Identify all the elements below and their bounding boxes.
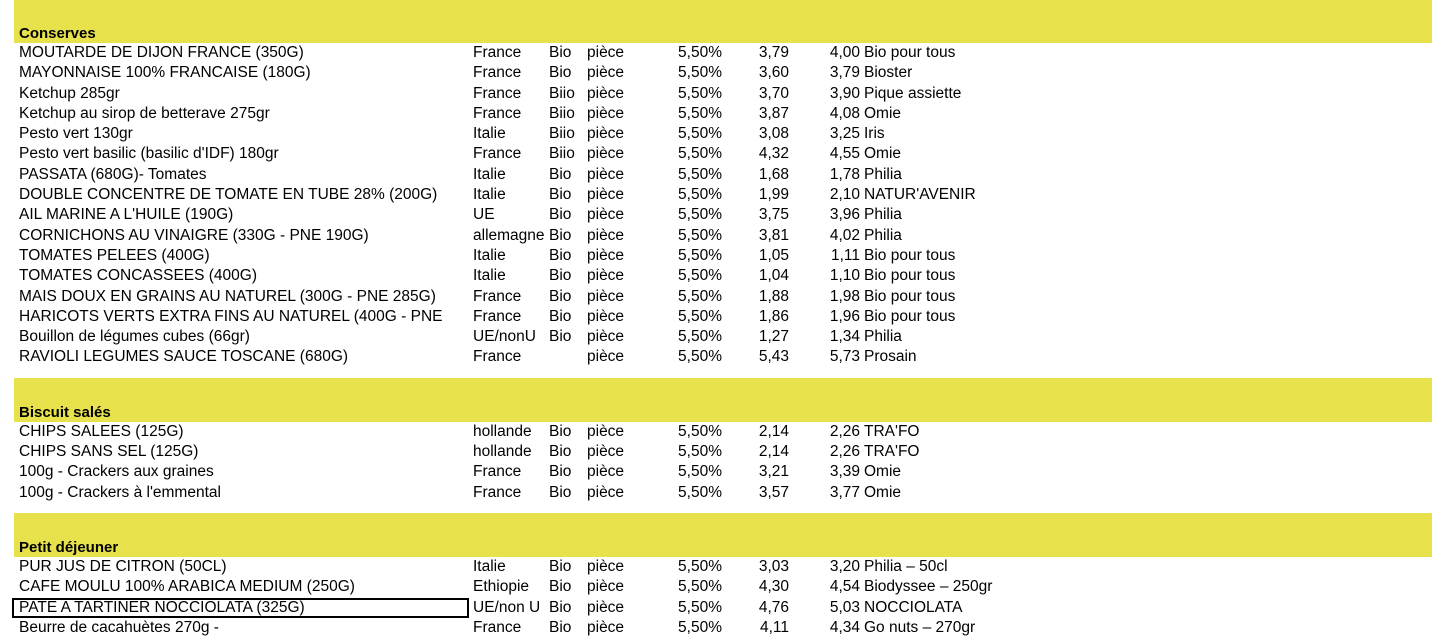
origin-cell[interactable]: UE xyxy=(473,206,495,224)
label-cell[interactable]: Bio xyxy=(549,328,572,346)
section-header[interactable] xyxy=(14,378,1432,422)
tva-cell[interactable]: 5,50% xyxy=(678,104,722,122)
price-ht-cell[interactable]: 1,04 xyxy=(758,267,789,285)
price-ht-cell[interactable]: 3,21 xyxy=(758,463,789,481)
label-cell[interactable]: Bio xyxy=(549,287,572,305)
supplier-cell[interactable]: Bio pour tous xyxy=(864,287,956,305)
price-ht-cell[interactable]: 1,86 xyxy=(758,307,789,325)
supplier-cell[interactable]: Bio pour tous xyxy=(864,246,956,264)
origin-cell[interactable]: allemagne xyxy=(473,226,545,244)
table-row[interactable] xyxy=(0,577,1440,597)
supplier-cell[interactable]: Omie xyxy=(864,104,902,122)
unit-cell[interactable]: pièce xyxy=(587,598,625,616)
label-cell[interactable]: Bio xyxy=(549,483,572,501)
table-row[interactable] xyxy=(0,483,1440,503)
tva-cell[interactable]: 5,50% xyxy=(678,443,722,461)
unit-cell[interactable]: pièce xyxy=(587,578,625,596)
origin-cell[interactable]: hollande xyxy=(473,443,532,461)
table-row[interactable] xyxy=(0,442,1440,462)
table-row[interactable] xyxy=(0,462,1440,482)
label-cell[interactable]: Biio xyxy=(549,104,575,122)
price-ttc-cell[interactable]: 3,96 xyxy=(829,206,860,224)
price-ht-cell[interactable]: 1,05 xyxy=(758,246,789,264)
table-row[interactable] xyxy=(0,327,1440,347)
section-title: Biscuit salés xyxy=(19,403,111,421)
price-ht-cell[interactable]: 3,75 xyxy=(758,206,789,224)
price-ttc-cell[interactable]: 3,20 xyxy=(829,557,860,575)
product-name-cell[interactable]: CORNICHONS AU VINAIGRE (330G - PNE 190G) xyxy=(19,226,369,244)
tva-cell[interactable]: 5,50% xyxy=(678,598,722,616)
tva-cell[interactable]: 5,50% xyxy=(678,422,722,440)
price-ht-cell[interactable]: 4,32 xyxy=(758,145,789,163)
unit-cell[interactable]: pièce xyxy=(587,463,625,481)
label-cell[interactable]: Bio xyxy=(549,64,572,82)
unit-cell[interactable]: pièce xyxy=(587,84,625,102)
label-cell[interactable]: Bio xyxy=(549,578,572,596)
tva-cell[interactable]: 5,50% xyxy=(678,267,722,285)
unit-cell[interactable]: pièce xyxy=(587,145,625,163)
label-cell[interactable]: Bio xyxy=(549,186,572,204)
price-ttc-cell[interactable]: 1,10 xyxy=(829,267,860,285)
supplier-cell[interactable]: Philia – 50cl xyxy=(864,557,948,575)
tva-cell[interactable]: 5,50% xyxy=(678,328,722,346)
tva-cell[interactable]: 5,50% xyxy=(678,64,722,82)
price-ttc-cell[interactable]: 4,00 xyxy=(829,44,860,61)
product-name-cell[interactable]: Pesto vert 130gr xyxy=(19,125,133,143)
price-ttc-cell[interactable]: 3,39 xyxy=(829,463,860,481)
price-ht-cell[interactable]: 4,30 xyxy=(758,578,789,596)
price-ttc-cell[interactable]: 4,02 xyxy=(829,226,860,244)
origin-cell[interactable]: France xyxy=(473,84,522,102)
supplier-cell[interactable]: Omie xyxy=(864,145,902,163)
unit-cell[interactable]: pièce xyxy=(587,557,625,575)
section-2 xyxy=(0,513,1440,638)
tva-cell[interactable]: 5,50% xyxy=(678,145,722,163)
product-name-cell[interactable]: PASSATA (680G)- Tomates xyxy=(19,165,207,183)
section-1 xyxy=(0,378,1440,513)
origin-cell[interactable]: Ethiopie xyxy=(473,578,530,596)
supplier-cell[interactable]: Bio pour tous xyxy=(864,267,956,285)
table-row[interactable] xyxy=(0,618,1440,638)
product-name-cell[interactable]: 100g - Crackers à l'emmental xyxy=(19,483,221,501)
supplier-cell[interactable]: TRA'FO xyxy=(864,422,920,440)
label-cell[interactable]: Biio xyxy=(549,125,575,143)
price-ttc-cell[interactable]: 3,90 xyxy=(829,84,860,102)
table-row[interactable] xyxy=(0,422,1440,442)
table-row[interactable] xyxy=(0,226,1440,246)
price-ht-cell[interactable]: 4,11 xyxy=(759,618,789,636)
price-ht-cell[interactable]: 4,76 xyxy=(758,598,789,616)
unit-cell[interactable]: pièce xyxy=(587,287,625,305)
unit-cell[interactable]: pièce xyxy=(587,328,625,346)
product-name-cell[interactable]: Ketchup 285gr xyxy=(19,84,120,102)
price-ht-cell[interactable]: 3,08 xyxy=(758,125,789,143)
supplier-cell[interactable]: NOCCIOLATA xyxy=(864,598,963,616)
price-ttc-cell[interactable]: 1,96 xyxy=(829,307,860,325)
origin-cell[interactable]: France xyxy=(473,463,522,481)
table-row[interactable] xyxy=(0,63,1440,83)
label-cell[interactable]: Bio xyxy=(549,443,572,461)
tva-cell[interactable]: 5,50% xyxy=(678,125,722,143)
unit-cell[interactable]: pièce xyxy=(587,348,625,366)
tva-cell[interactable]: 5,50% xyxy=(678,226,722,244)
price-ht-cell[interactable]: 3,03 xyxy=(758,557,789,575)
origin-cell[interactable]: hollande xyxy=(473,422,532,440)
tva-cell[interactable]: 5,50% xyxy=(678,307,722,325)
price-ht-cell[interactable]: 5,43 xyxy=(758,348,789,366)
product-name-cell[interactable]: 100g - Crackers aux graines xyxy=(19,463,214,481)
tva-cell[interactable]: 5,50% xyxy=(678,287,722,305)
section-header[interactable] xyxy=(14,513,1432,557)
product-name-cell[interactable]: MAIS DOUX EN GRAINS AU NATUREL (300G - PNE 285G) xyxy=(19,287,436,305)
table-row[interactable] xyxy=(0,266,1440,286)
tva-cell[interactable]: 5,50% xyxy=(678,206,722,224)
tva-cell[interactable]: 5,50% xyxy=(678,578,722,596)
origin-cell[interactable]: Italie xyxy=(473,165,506,183)
product-name-cell[interactable]: Bouillon de légumes cubes (66gr) xyxy=(19,328,250,346)
unit-cell[interactable]: pièce xyxy=(587,186,625,204)
origin-cell[interactable]: France xyxy=(473,145,522,163)
product-name-cell[interactable]: AIL MARINE A L'HUILE (190G) xyxy=(19,206,234,224)
row-spacer xyxy=(0,368,1440,378)
unit-cell[interactable]: pièce xyxy=(587,226,625,244)
label-cell[interactable]: Bio xyxy=(549,307,572,325)
supplier-cell[interactable]: Bio pour tous xyxy=(864,307,956,325)
unit-cell[interactable]: pièce xyxy=(587,165,625,183)
price-ht-cell[interactable]: 3,60 xyxy=(758,64,789,82)
label-cell[interactable]: Bio xyxy=(549,267,572,285)
tva-cell[interactable]: 5,50% xyxy=(678,348,722,366)
supplier-cell[interactable]: TRA'FO xyxy=(864,443,920,461)
label-cell[interactable]: Bio xyxy=(549,226,572,244)
product-name-cell[interactable]: TOMATES CONCASSEES (400G) xyxy=(19,267,258,285)
price-ttc-cell[interactable]: 1,98 xyxy=(829,287,860,305)
unit-cell[interactable]: pièce xyxy=(587,618,625,636)
label-cell[interactable]: Bio xyxy=(549,246,572,264)
price-ttc-cell[interactable]: 2,26 xyxy=(829,422,860,440)
origin-cell[interactable]: Italie xyxy=(473,267,506,285)
tva-cell[interactable]: 5,50% xyxy=(678,557,722,575)
price-ttc-cell[interactable]: 1,78 xyxy=(829,165,860,183)
product-name-cell[interactable]: Pesto vert basilic (basilic d'IDF) 180gr xyxy=(19,145,279,163)
price-ht-cell[interactable]: 1,68 xyxy=(758,165,789,183)
price-ht-cell[interactable]: 1,88 xyxy=(758,287,789,305)
tva-cell[interactable]: 5,50% xyxy=(678,246,722,264)
origin-cell[interactable]: Italie xyxy=(473,186,506,204)
table-row[interactable] xyxy=(0,43,1440,63)
section-header[interactable] xyxy=(14,0,1432,43)
unit-cell[interactable]: pièce xyxy=(587,206,625,224)
unit-cell[interactable]: pièce xyxy=(587,307,625,325)
table-row[interactable] xyxy=(0,185,1440,205)
origin-cell[interactable]: France xyxy=(473,618,522,636)
supplier-cell[interactable]: Bioster xyxy=(864,64,913,82)
price-ttc-cell[interactable]: 4,54 xyxy=(829,578,860,596)
table-row[interactable] xyxy=(0,246,1440,266)
price-ttc-cell[interactable]: 5,73 xyxy=(829,348,860,366)
price-ttc-cell[interactable]: 3,79 xyxy=(829,64,860,82)
price-ht-cell[interactable]: 3,87 xyxy=(758,104,789,122)
product-name-cell[interactable]: Ketchup au sirop de betterave 275gr xyxy=(19,104,270,122)
unit-cell[interactable]: pièce xyxy=(587,64,625,82)
product-name-cell[interactable]: RAVIOLI LEGUMES SAUCE TOSCANE (680G) xyxy=(19,348,349,366)
product-name-cell[interactable]: TOMATES PELEES (400G) xyxy=(19,246,210,264)
label-cell[interactable]: Bio xyxy=(549,206,572,224)
product-name-cell[interactable]: Beurre de cacahuètes 270g - xyxy=(19,618,219,636)
product-name-cell[interactable]: MAYONNAISE 100% FRANCAISE (180G) xyxy=(19,64,311,82)
table-row[interactable] xyxy=(0,104,1440,124)
supplier-cell[interactable]: Iris xyxy=(864,125,885,143)
origin-cell[interactable]: France xyxy=(473,64,522,82)
label-cell[interactable]: Biio xyxy=(549,145,575,163)
table-row[interactable] xyxy=(0,287,1440,307)
unit-cell[interactable]: pièce xyxy=(587,267,625,285)
price-ttc-cell[interactable]: 3,25 xyxy=(829,125,860,143)
price-ttc-cell[interactable]: 2,10 xyxy=(829,186,860,204)
table-row-selected[interactable] xyxy=(0,598,1440,618)
unit-cell[interactable]: pièce xyxy=(587,443,625,461)
origin-cell[interactable]: Italie xyxy=(473,246,506,264)
section-title: Petit déjeuner xyxy=(19,538,119,556)
product-name-cell[interactable]: PUR JUS DE CITRON (50CL) xyxy=(19,557,227,575)
price-ht-cell[interactable]: 3,81 xyxy=(758,226,789,244)
origin-cell[interactable]: Italie xyxy=(473,557,506,575)
tva-cell[interactable]: 5,50% xyxy=(678,618,722,636)
product-name-cell[interactable]: CAFE MOULU 100% ARABICA MEDIUM (250G) xyxy=(19,578,355,596)
origin-cell[interactable]: UE/nonU xyxy=(473,328,536,346)
unit-cell[interactable]: pièce xyxy=(587,44,625,61)
price-ht-cell[interactable]: 2,14 xyxy=(758,443,789,461)
origin-cell[interactable]: France xyxy=(473,44,522,61)
label-cell[interactable]: Biio xyxy=(549,84,575,102)
origin-cell[interactable]: France xyxy=(473,104,522,122)
price-ttc-cell[interactable]: 4,08 xyxy=(829,104,860,122)
table-row[interactable] xyxy=(0,205,1440,225)
label-cell[interactable]: Bio xyxy=(549,44,572,61)
unit-cell[interactable]: pièce xyxy=(587,104,625,122)
supplier-cell[interactable]: Omie xyxy=(864,463,902,481)
label-cell[interactable]: Bio xyxy=(549,422,572,440)
label-cell[interactable]: Bio xyxy=(549,557,572,575)
price-ht-cell[interactable]: 3,57 xyxy=(758,483,789,501)
label-cell[interactable]: Bio xyxy=(549,463,572,481)
table-row[interactable] xyxy=(0,557,1440,577)
price-ht-cell[interactable]: 1,99 xyxy=(758,186,789,204)
table-row[interactable] xyxy=(0,124,1440,144)
product-name-cell[interactable]: CHIPS SANS SEL (125G) xyxy=(19,443,199,461)
tva-cell[interactable]: 5,50% xyxy=(678,463,722,481)
supplier-cell[interactable]: Omie xyxy=(864,483,902,501)
price-ttc-cell[interactable]: 1,34 xyxy=(829,328,860,346)
table-row[interactable] xyxy=(0,165,1440,185)
tva-cell[interactable]: 5,50% xyxy=(678,186,722,204)
product-name-cell[interactable]: CHIPS SALEES (125G) xyxy=(19,422,184,440)
unit-cell[interactable]: pièce xyxy=(587,125,625,143)
supplier-cell[interactable]: Philia xyxy=(864,226,902,244)
tva-cell[interactable]: 5,50% xyxy=(678,44,722,61)
table-row[interactable] xyxy=(0,347,1440,367)
supplier-cell[interactable]: NATUR'AVENIR xyxy=(864,186,976,204)
price-ht-cell[interactable]: 3,79 xyxy=(758,44,789,61)
supplier-cell[interactable]: Philia xyxy=(864,328,902,346)
row-spacer xyxy=(0,503,1440,513)
label-cell[interactable]: Bio xyxy=(549,618,572,636)
price-ttc-cell[interactable]: 1,11 xyxy=(830,246,860,264)
product-name-cell[interactable]: DOUBLE CONCENTRE DE TOMATE EN TUBE 28% (200G) xyxy=(19,186,438,204)
supplier-cell[interactable]: Biodyssee – 250gr xyxy=(864,578,993,596)
unit-cell[interactable]: pièce xyxy=(587,483,625,501)
price-ttc-cell[interactable]: 3,77 xyxy=(829,483,860,501)
unit-cell[interactable]: pièce xyxy=(587,246,625,264)
product-name-cell[interactable]: PATE A TARTINER NOCCIOLATA (325G) xyxy=(19,598,305,616)
origin-cell[interactable]: France xyxy=(473,348,522,366)
supplier-cell[interactable]: Prosain xyxy=(864,348,917,366)
origin-cell[interactable]: France xyxy=(473,483,522,501)
tva-cell[interactable]: 5,50% xyxy=(678,483,722,501)
price-ht-cell[interactable]: 3,70 xyxy=(758,84,789,102)
price-ttc-cell[interactable]: 4,34 xyxy=(829,618,860,636)
supplier-cell[interactable]: Pique assiette xyxy=(864,84,962,102)
price-ttc-cell[interactable]: 5,03 xyxy=(829,598,860,616)
price-ht-cell[interactable]: 2,14 xyxy=(758,422,789,440)
label-cell[interactable]: Bio xyxy=(549,598,572,616)
tva-cell[interactable]: 5,50% xyxy=(678,84,722,102)
section-title: Conserves xyxy=(19,25,96,42)
table-row[interactable] xyxy=(0,144,1440,164)
origin-cell[interactable]: Italie xyxy=(473,125,506,143)
product-name-cell[interactable]: HARICOTS VERTS EXTRA FINS AU NATUREL (400G - PNE xyxy=(19,307,443,325)
table-row[interactable] xyxy=(0,307,1440,327)
origin-cell[interactable]: UE/non U xyxy=(473,598,541,616)
supplier-cell[interactable]: Bio pour tous xyxy=(864,44,956,61)
origin-cell[interactable]: France xyxy=(473,287,522,305)
supplier-cell[interactable]: Philia xyxy=(864,206,902,224)
supplier-cell[interactable]: Go nuts – 270gr xyxy=(864,618,976,636)
price-ttc-cell[interactable]: 2,26 xyxy=(829,443,860,461)
unit-cell[interactable]: pièce xyxy=(587,422,625,440)
product-name-cell[interactable]: MOUTARDE DE DIJON FRANCE (350G) xyxy=(19,44,304,61)
label-cell[interactable]: Bio xyxy=(549,165,572,183)
tva-cell[interactable]: 5,50% xyxy=(678,165,722,183)
supplier-cell[interactable]: Philia xyxy=(864,165,902,183)
origin-cell[interactable]: France xyxy=(473,307,522,325)
table-row[interactable] xyxy=(0,84,1440,104)
price-ttc-cell[interactable]: 4,55 xyxy=(829,145,860,163)
price-ht-cell[interactable]: 1,27 xyxy=(758,328,789,346)
